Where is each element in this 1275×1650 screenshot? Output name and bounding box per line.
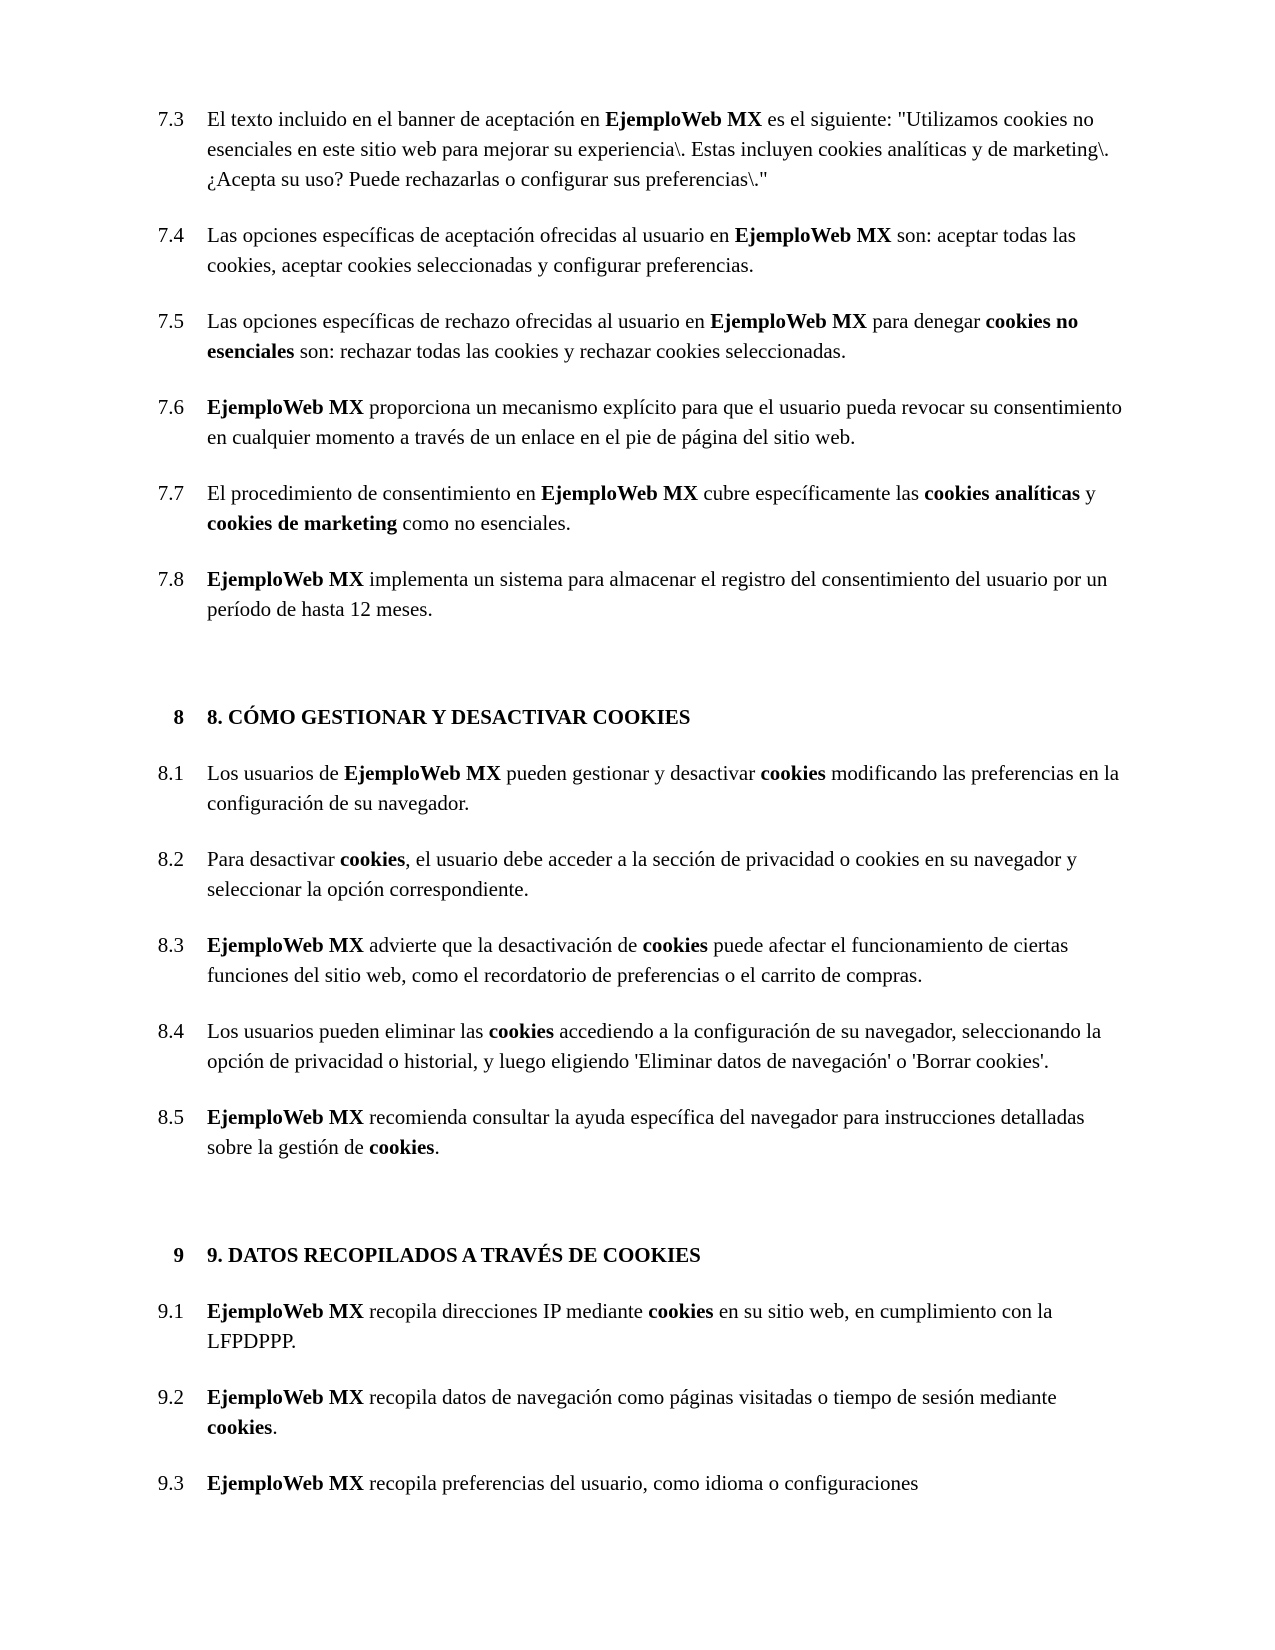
text-segment: cookies: [369, 1135, 435, 1159]
text-segment: accediendo a la configuración de su navegador, seleccionando la opción de privacidad o historial, y luego eligiendo 'Eliminar datos de navegación' o 'Borrar cookies'.: [207, 1019, 1102, 1073]
clause-text: [207, 1382, 1131, 1442]
text-segment: EjemploWeb MX: [710, 309, 868, 333]
clause-text: [207, 478, 1131, 538]
clause-text: [207, 1468, 1131, 1498]
text-segment: cookies: [207, 1415, 273, 1439]
text-segment: cubre específicamente las: [698, 481, 925, 505]
text-segment: como no esenciales.: [397, 511, 571, 535]
text-segment: EjemploWeb MX: [734, 223, 892, 247]
clause-number: 8.4: [157, 1019, 184, 1043]
clause-row: [147, 220, 1131, 280]
clause-number: 9.1: [157, 1299, 184, 1323]
clause-row: [147, 392, 1131, 452]
clause-row: [147, 930, 1131, 990]
clause-text: [207, 392, 1131, 452]
clause-text: [207, 306, 1131, 366]
clause-row: [147, 1296, 1131, 1356]
text-segment: cookies: [642, 933, 708, 957]
text-segment: Para desactivar: [207, 847, 340, 871]
text-segment: cookies: [760, 761, 826, 785]
text-segment: 9. DATOS RECOPILADOS A TRAVÉS DE COOKIES: [207, 1243, 701, 1267]
text-segment: pueden gestionar y desactivar: [500, 761, 761, 785]
text-segment: EjemploWeb MX: [207, 1105, 364, 1129]
section-number: 9: [173, 1243, 184, 1267]
text-segment: El texto incluido en el banner de aceptación en: [207, 107, 606, 131]
text-segment: , el usuario debe acceder a la sección de privacidad o cookies en su navegador y seleccionar la opción correspondiente.: [207, 847, 1077, 901]
text-segment: son: rechazar todas las cookies y rechazar cookies seleccionadas.: [294, 339, 847, 363]
text-segment: EjemploWeb MX: [605, 107, 763, 131]
clause-text: [207, 564, 1131, 624]
text-segment: es el siguiente: "Utilizamos cookies no esenciales en este sitio web para mejorar su experiencia\. Estas incluyen cookies analíticas y de marketing\. ¿Acepta su uso? Puede rechazarlas o configurar sus preferencias\.": [207, 107, 1110, 191]
text-segment: Los usuarios pueden eliminar las: [207, 1019, 489, 1043]
clause-number: 7.7: [157, 481, 184, 505]
clause-number: 7.6: [157, 395, 184, 419]
clause-text: [207, 104, 1131, 194]
text-segment: EjemploWeb MX: [207, 1299, 364, 1323]
text-segment: y: [1080, 481, 1096, 505]
section-heading-row: [147, 702, 1131, 732]
text-segment: cookies de marketing: [207, 511, 398, 535]
text-segment: proporciona un mecanismo explícito para que el usuario pueda revocar su consentimiento en cualquier momento a través de un enlace en el pie de página del sitio web.: [207, 395, 1122, 449]
text-segment: EjemploWeb MX: [207, 933, 364, 957]
text-segment: recomienda consultar la ayuda específica del navegador para instrucciones detalladas sobre la gestión de: [207, 1105, 1085, 1159]
clause-text: [207, 758, 1131, 818]
clause-number: 7.3: [157, 107, 184, 131]
clause-number: 7.8: [157, 567, 184, 591]
text-segment: .: [272, 1415, 278, 1439]
text-segment: implementa un sistema para almacenar el registro del consentimiento del usuario por un período de hasta 12 meses.: [207, 567, 1108, 621]
clause-row: [147, 1016, 1131, 1076]
text-segment: Las opciones específicas de aceptación ofrecidas al usuario en: [207, 223, 735, 247]
clause-text: [207, 1296, 1131, 1356]
section-heading-row: [147, 1240, 1131, 1270]
clause-number: 9.2: [157, 1385, 184, 1409]
text-segment: para denegar: [867, 309, 986, 333]
text-segment: EjemploWeb MX: [207, 1471, 364, 1495]
text-segment: en su sitio web, en cumplimiento con la LFPDPPP.: [207, 1299, 1053, 1353]
text-segment: cookies: [648, 1299, 714, 1323]
clause-number: 7.5: [157, 309, 184, 333]
text-segment: El procedimiento de consentimiento en: [207, 481, 542, 505]
text-segment: recopila datos de navegación como páginas visitadas o tiempo de sesión mediante: [363, 1385, 1057, 1409]
clause-number: 8.3: [157, 933, 184, 957]
text-segment: recopila preferencias del usuario, como idioma o configuraciones: [363, 1471, 919, 1495]
clause-text: [207, 220, 1131, 280]
text-segment: cookies: [339, 847, 406, 871]
clause-number: 7.4: [157, 223, 184, 247]
clause-row: [147, 1382, 1131, 1442]
text-segment: son: aceptar todas las cookies, aceptar cookies seleccionadas y configurar preferencias.: [207, 223, 1076, 277]
section-heading-text: [207, 1240, 1131, 1270]
text-segment: advierte que la desactivación de: [363, 933, 643, 957]
clause-row: [147, 564, 1131, 624]
text-segment: EjemploWeb MX: [207, 395, 364, 419]
text-segment: Las opciones específicas de rechazo ofrecidas al usuario en: [207, 309, 711, 333]
text-segment: cookies no esenciales: [207, 309, 1079, 363]
clause-text: [207, 844, 1131, 904]
clause-text: [207, 1102, 1131, 1162]
clause-number: 8.1: [157, 761, 184, 785]
clause-row: [147, 104, 1131, 194]
text-segment: EjemploWeb MX: [207, 567, 364, 591]
section-heading-text: [207, 702, 1131, 732]
clause-number: 8.2: [157, 847, 184, 871]
clause-row: [147, 1468, 1131, 1498]
section-number: 8: [173, 705, 184, 729]
text-segment: recopila direcciones IP mediante: [363, 1299, 649, 1323]
clause-text: [207, 930, 1131, 990]
clause-text: [207, 1016, 1131, 1076]
text-segment: cookies: [488, 1019, 555, 1043]
text-segment: EjemploWeb MX: [344, 761, 501, 785]
text-segment: EjemploWeb MX: [541, 481, 699, 505]
clause-row: [147, 478, 1131, 538]
clause-row: [147, 1102, 1131, 1162]
text-segment: .: [434, 1135, 440, 1159]
text-segment: cookies analíticas: [924, 481, 1081, 505]
clause-row: [147, 844, 1131, 904]
text-segment: puede afectar el funcionamiento de ciertas funciones del sitio web, como el recordatorio de preferencias o el carrito de compras.: [207, 933, 1069, 987]
clause-row: [147, 758, 1131, 818]
text-segment: Los usuarios de: [207, 761, 345, 785]
text-segment: EjemploWeb MX: [207, 1385, 364, 1409]
clause-number: 9.3: [157, 1471, 184, 1495]
clause-number: 8.5: [157, 1105, 184, 1129]
text-segment: 8. CÓMO GESTIONAR Y DESACTIVAR COOKIES: [207, 705, 691, 729]
clause-row: [147, 306, 1131, 366]
text-segment: modificando las preferencias en la configuración de su navegador.: [207, 761, 1120, 815]
